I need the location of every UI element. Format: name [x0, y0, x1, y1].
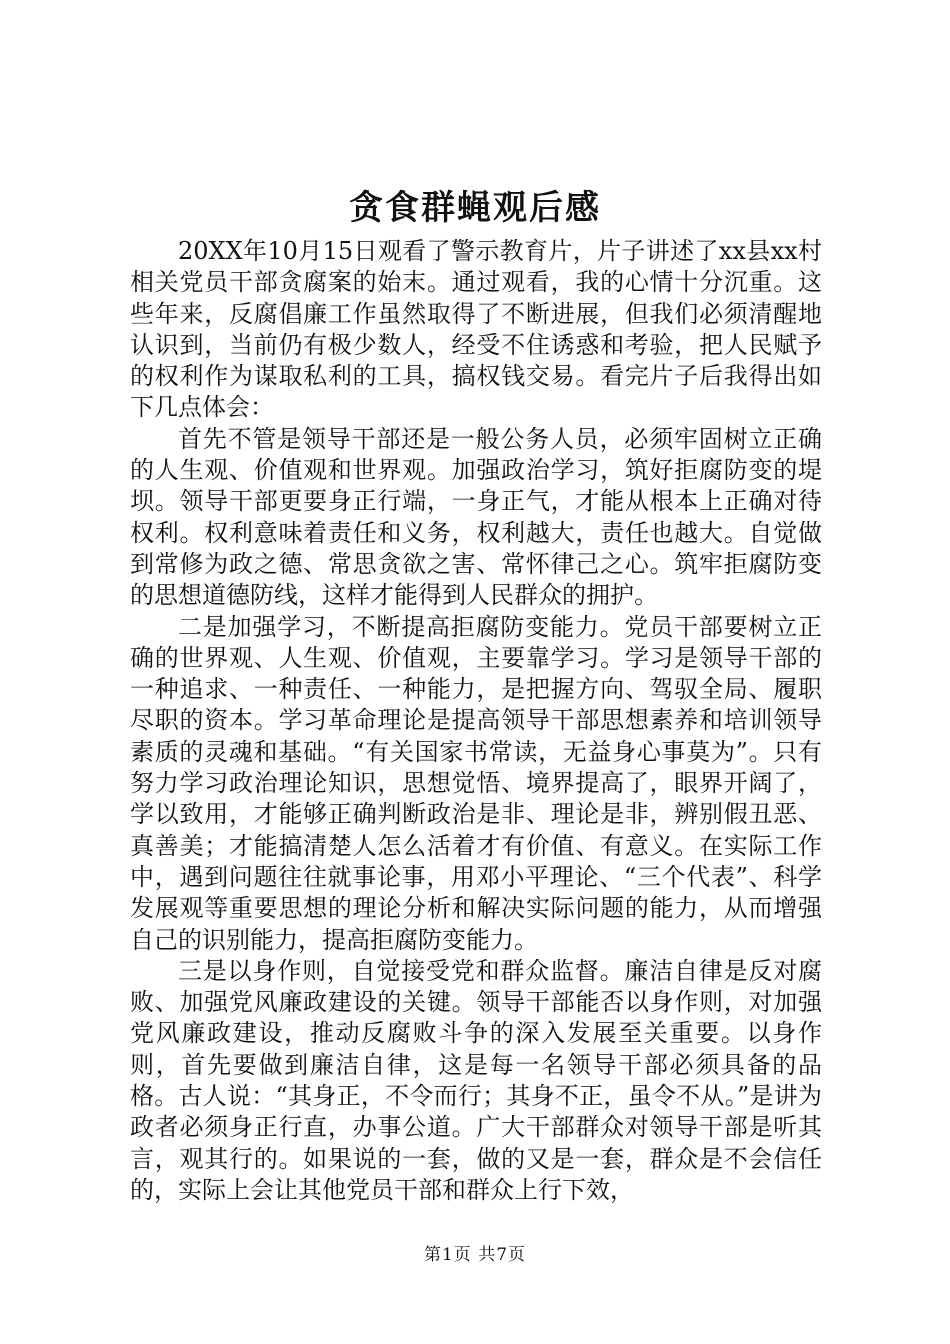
paragraph-first-point: 首先不管是领导干部还是一般公务人员，必须牢固树立正确的人生观、价值观和世界观。加强政治学习，筑好拒腐防变的堤坝。领导干部更要身正行端，一身正气，才能从根本上正确对待权利。权利意味着责任和义务，权利越大，责任也越大。自觉做到常修为政之德、常思贪欲之害、常怀律己之心。筑牢拒腐防变的思想道德防线，这样才能得到人民群众的拥护。	[130, 424, 822, 610]
document-title: 贪食群蝇观后感	[349, 188, 601, 228]
document-body	[130, 236, 822, 1206]
paragraph-second-point: 二是加强学习，不断提高拒腐防变能力。党员干部要树立正确的世界观、人生观、价值观，主要靠学习。学习是领导干部的一种追求、一种责任、一种能力，是把握方向、驾驭全局、履职尽职的资本。学习革命理论是提高领导干部思想素养和培训领导素质的灵魂和基础。“有关国家书常读，无益身心事莫为”。只有努力学习政治理论知识，思想觉悟、境界提高了，眼界开阔了，学以致用，才能够正确判断政治是非、理论是非，辨别假丑恶、真善美；才能搞清楚人怎么活着才有价值、有意义。在实际工作中，遇到问题往往就事论事，用邓小平理论、“三个代表”、科学发展观等重要思想的理论分析和解决实际问题的能力，从而增强自己的识别能力，提高拒腐防变能力。	[130, 612, 822, 954]
page-number-footer: 第1页 共7页	[423, 1245, 527, 1265]
paragraph-third-point: 三是以身作则，自觉接受党和群众监督。廉洁自律是反对腐败、加强党风廉政建设的关键。领导干部能否以身作则，对加强党风廉政建设，推动反腐败斗争的深入发展至关重要。以身作则，首先要做到廉洁自律，这是每一名领导干部必须具备的品格。古人说：“其身正，不令而行；其身不正，虽令不从。”是讲为政者必须身正行直，办事公道。广大干部群众对领导干部是听其言，观其行的。如果说的一套，做的又是一套，群众是不会信任的，实际上会让其他党员干部和群众上行下效，	[130, 956, 822, 1204]
paragraph-intro: 20XX年10月15日观看了警示教育片，片子讲述了xx县xx村相关党员干部贪腐案的始末。通过观看，我的心情十分沉重。这些年来，反腐倡廉工作虽然取得了不断进展，但我们必须清醒地认识到，当前仍有极少数人，经受不住诱惑和考验，把人民赋予的权利作为谋取私利的工具，搞权钱交易。看完片子后我得出如下几点体会：	[130, 237, 822, 422]
